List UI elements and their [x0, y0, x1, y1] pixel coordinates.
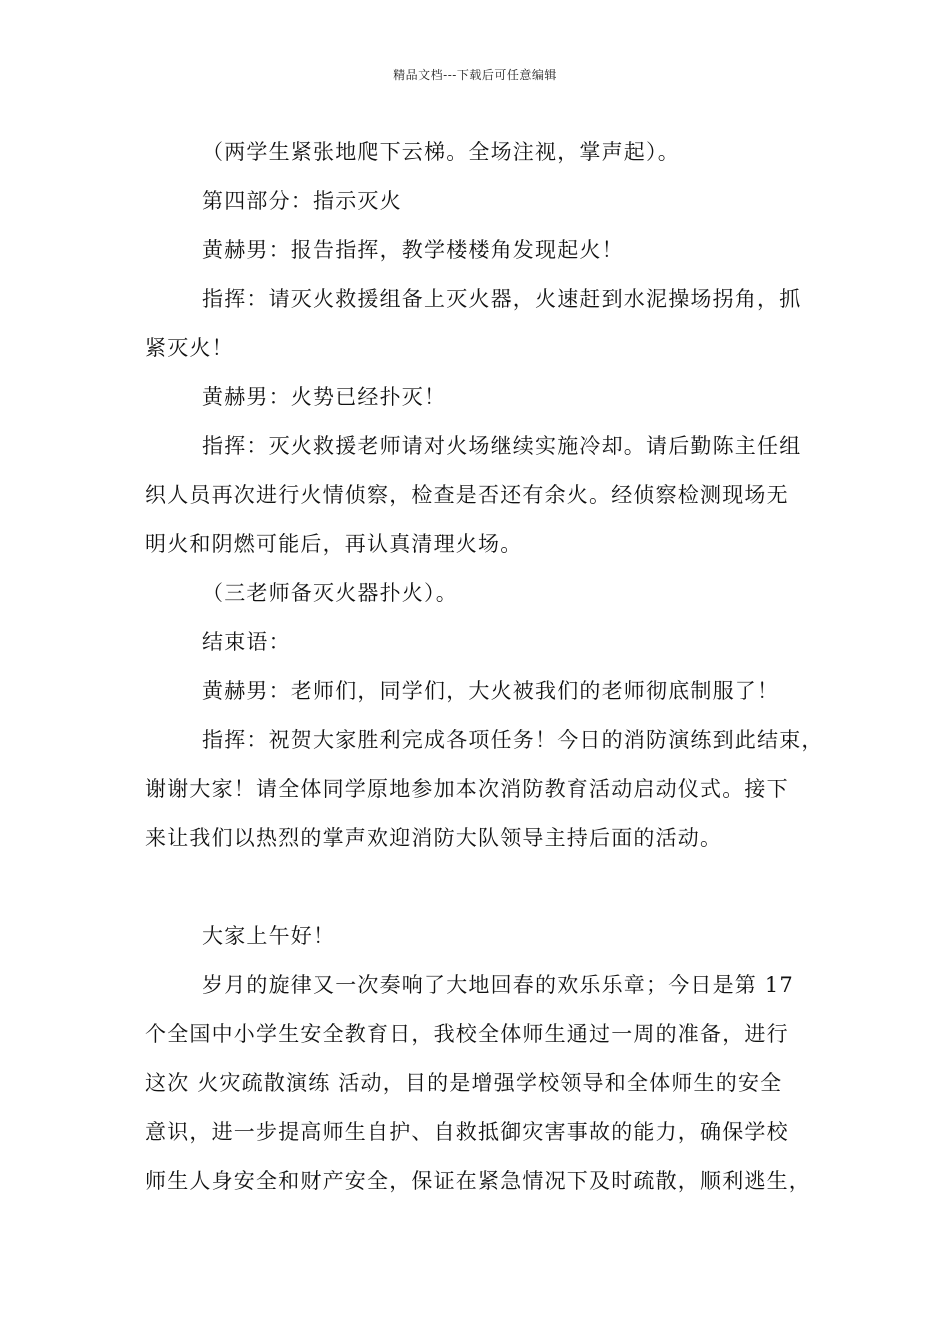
page-header: 精品文档---下载后可任意编辑 — [393, 68, 557, 82]
text-line: 来让我们以热烈的掌声欢迎消防大队领导主持后面的活动。 — [145, 826, 723, 850]
section-heading: 第四部分：指示灭火 — [202, 189, 402, 213]
text-line: 指挥：请灭火救援组备上灭火器，火速赶到水泥操场拐角，抓 — [202, 287, 802, 311]
text-line: （三老师备灭火器扑火）。 — [202, 581, 458, 605]
text-line: 紧灭火！ — [145, 336, 234, 360]
text-line: 谢谢大家！请全体同学原地参加本次消防教育活动启动仪式。接下 — [145, 777, 789, 801]
document-body — [145, 128, 824, 1206]
section-heading: 结束语： — [202, 630, 291, 654]
text-line: （两学生紧张地爬下云梯。全场注视，掌声起）。 — [202, 140, 680, 164]
text-line: 这次 火灾疏散演练 活动，目的是增强学校领导和全体师生的安全 — [145, 1071, 783, 1095]
text-line: 黄赫男：报告指挥，教学楼楼角发现起火！ — [202, 238, 624, 262]
text-line: 师生人身安全和财产安全，保证在紧急情况下及时疏散，顺利逃生， — [145, 1169, 811, 1193]
text-line: 织人员再次进行火情侦察，检查是否还有余火。经侦察检测现场无 — [145, 483, 789, 507]
text-line: 明火和阴燃可能后，再认真清理火场。 — [145, 532, 523, 556]
greeting-line: 大家上午好！ — [202, 924, 336, 948]
text-line: 黄赫男：老师们，同学们，大火被我们的老师彻底制服了！ — [202, 679, 780, 703]
text-line: 黄赫男：火势已经扑灭！ — [202, 385, 447, 409]
text-line: 个全国中小学生安全教育日，我校全体师生通过一周的准备，进行 — [145, 1022, 789, 1046]
text-line: 岁月的旋律又一次奏响了大地回春的欢乐乐章；今日是第 17 — [202, 973, 794, 997]
paragraph-gap — [145, 863, 817, 912]
text-line: 指挥：祝贺大家胜利完成各项任务！今日的消防演练到此结束， — [202, 728, 824, 752]
text-line: 指挥：灭火救援老师请对火场继续实施冷却。请后勤陈主任组 — [202, 434, 802, 458]
text-line: 意识，进一步提高师生自护、自救抵御灾害事故的能力，确保学校 — [145, 1120, 789, 1144]
